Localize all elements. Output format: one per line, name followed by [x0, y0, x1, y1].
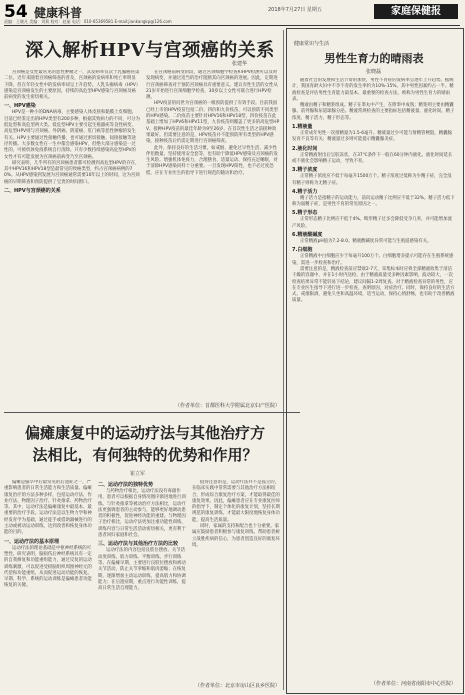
- article2-subhead: 一、运动疗法的基本原理: [4, 538, 60, 545]
- article2-subhead: 三、运动疗法与其他治疗方法的比较: [98, 541, 179, 548]
- article1-title: 深入解析HPV与宫颈癌的关系: [25, 40, 275, 61]
- article2-paragraph: 偏瘫是脑卒中后最常见的后遗症之一，严重影响患者的日常生活能力和生活质量。偏瘫康复治疗的方法多种多样，包括运动疗法、作业疗法、物理因子治疗、针灸推拿、药物治疗等。其中，运动疗法是偏瘫康复中最基本、最重要的治疗手段。运动疗法是以生物力学和神经发育学为基础，通过徒手或借助器械进行的主动或被动运动训练，达到改善和恢复身体功能的目的。: [4, 480, 92, 536]
- article3-subhead: 5.精子形态: [292, 210, 318, 217]
- article2-subhead: 二、运动疗法的独特优势: [98, 482, 154, 488]
- article3-paragraph: 正常形态精子比例应不低于4%。畸形精子过多会降低受孕几率，并可能增加流产风险。: [292, 217, 452, 229]
- article1-column-2: [146, 70, 280, 400]
- article2-column-1: [4, 480, 94, 685]
- article3-subhead: 2.液化时间: [292, 145, 318, 152]
- article2-column-2: [98, 480, 188, 685]
- article3-subhead: 4.精子活力: [292, 188, 318, 195]
- article3-paragraph: 正常精液pH值为7.2-8.0。精液酸碱度异常可能与生殖道感染有关。: [300, 239, 432, 245]
- article3-paragraph: 正常精液射出后呈胶冻状，在37℃条件下一般在60分钟内液化。液化时间延长或不液化会影响精子运动，导致不育。: [292, 152, 453, 164]
- article1-paragraph: 研究表明，几乎所有的宫颈癌患者都可检测到高危型HPV的存在，其中HPV16和HPV18型是最常见的致癌类型，约占宫颈癌病例的70%。从HPV感染到发展为宫颈癌通常需要10年以上的时间，这为宫颈癌的早期筛查和预防提供了宝贵的时间窗口。: [4, 160, 140, 185]
- editor-line: 责编：王晓凡 美编：刘莉 校对：赵丽 电话：010-65369581 E-mail:jiankangkp@126.com: [4, 19, 172, 24]
- article1-paragraph: 在宫颈癌前病变阶段，通过宫颈细胞学检查和HPV检测可以及时发现病变，并通过适当的治疗阻断其向宫颈癌的进展。因此，定期进行宫颈癌筛查对于预防宫颈癌具有重要意义。建议有性生活的女性从21岁开始进行宫颈细胞学检查，30岁以上女性可联合进行HPV检测。: [146, 70, 278, 101]
- article2-paragraph: 值得注意的是，运动疗法并不是孤立的，在临床实践中常常需要与其他治疗方法相结合，形成综合康复治疗方案，才能取得最佳的康复效果。因此，偏瘫患者应在专业康复医师的指导下，制定个体化的康复计划，坚持长期规范的康复训练，才能最大限度地恢复身体功能，提高生活质量。: [192, 480, 280, 523]
- article3-subhead: 1.精液量: [292, 124, 313, 131]
- article3-label: 健康常识与生活: [294, 41, 330, 47]
- article3-paragraph: 精液由精子和精浆组成。精子在睾丸中产生，在附睾中成熟；精浆则主要由精囊腺、前列腺和尿道球腺分泌。精液常规检查的主要指标包括精液量、液化时间、精子浓度、精子活力、精子形态等。: [292, 103, 455, 121]
- article3-subhead: 3.精子浓度: [292, 167, 318, 174]
- page-header: [0, 0, 465, 26]
- article2-paragraph: 与药物治疗相比，运动疗法没有毒副作用，患者可以根据自身情况循序渐进地进行训练。与针灸推拿等被动治疗方法相比，运动疗法更强调患者的主动参与，能够更好地调动患者的积极性，促进神经功能的重建。与物理因子治疗相比，运动疗法更加注重功能性训练，训练内容与日常生活活动密切相关，更有利于患者回归家庭和社会。: [98, 489, 186, 539]
- article2-paragraph: 运动疗法的理论基础是中枢神经系统的可塑性。研究表明，脑损伤后神经系统具有一定的自我修复和功能重组能力，通过反复的运动训练刺激，可以促进受损脑组织周围神经元的代偿和功能重组，从而促进运动功能的恢复。早期、科学、系统的运动训练是偏瘫患者功能恢复的关键。: [4, 545, 92, 589]
- article3-paragraph: 随着社会的发展和生活节奏的加快，男性不育症的发病率呈逐年上升趋势。据统计，我国育龄夫妇中不孕不育的发生率约为10%-15%，其中男性因素约占一半。精液检查是评估男性生育能力最基本、最重要的检查方法，被称为男性生育力的晴雨表。: [292, 78, 454, 102]
- article2-title: [0, 422, 290, 466]
- article3-subhead: 7.白细胞: [292, 247, 313, 254]
- article3-body: [292, 78, 456, 678]
- article3-paragraph: 需要注意的是，精液检查前应禁欲2-7天，采集标本时应将全部精液收集于清洁干燥的容器中，并在1小时内送检。由于精液质量受多种因素影响，波动较大，一次检查结果异常不能轻易下结论，建议间隔1-2周复查。对于精液检查异常的男性，应在专业医生指导下进行进一步检查，查明原因，对症治疗。同时，保持良好的生活方式，戒烟限酒，避免久坐和高温环境，适当运动，保持心情舒畅，也有助于改善精液质量。: [292, 266, 455, 304]
- article3-paragraph: 正常精子浓度应不低于每毫升1500万个。精子浓度过低称为少精子症，完全没有精子则称为无精子症。: [292, 174, 452, 186]
- article1-paragraph: HPV疫苗的问世为宫颈癌的一级预防提供了有效手段。目前我国已经上市的HPV疫苗包括二价、四价和九价疫苗，可以预防不同类型的HPV感染。二价疫苗主要针对HPV16和HPV18型，四价疫苗在此基础上增加了HPV6和HPV11型，九价疫苗则覆盖了更多的高危型HPV。接种HPV疫苗的最佳年龄为9至26岁，在首次性生活之前接种效果最好。但需要注意的是，HPV疫苗并不能预防所有类型的HPV感染，接种疫苗后仍需定期进行宫颈癌筛查。: [146, 101, 280, 145]
- article2-byline: 崔立军: [130, 471, 146, 477]
- article1-subhead: 二、HPV与宫颈癌的关系: [4, 188, 61, 195]
- article1-paragraph: 此外，保持良好的生活习惯，如戒烟、避免过早性生活、减少性伴侣数量、坚持使用安全套等，也有助于降低HPV感染及宫颈癌的发生风险。增强机体免疫力，合理膳食、适量运动、保持充足睡眠，对于清除HPV感染同样十分重要。一旦发现HPV阳性，也不必过度恐慌，应在专业医生的指导下进行规范的随访和治疗。: [146, 145, 278, 176]
- article2-title-line2: 法相比，有何独特的优势和作用？: [32, 446, 258, 464]
- article1-subhead: 一、HPV感染: [4, 103, 36, 110]
- article2-source: （作者单位：北京市房山区良乡医院）: [194, 683, 280, 689]
- page-number: 54: [4, 2, 28, 22]
- article2-column-3: [192, 480, 280, 678]
- article1-paragraph: HPV是一种小的DNA病毒，主要感染人体皮肤和黏膜上皮细胞。目前已经鉴定出的HPV类型有200多种，根据其致病力的不同，可分为低危型和高危型两大类。低危型HPV主要引起生殖器疣等良性病变，高危型HPV则与宫颈癌、外阴癌、阴道癌、肛门癌等恶性肿瘤的发生有关。HPV主要通过性接触传播，也可通过密切接触、间接接触等途径传播。大多数女性在一生中都会感染HPV，但绝大部分感染是一过性的，可被机体免疫系统自行清除。只有少数持续感染高危型HPV的女性才有可能发展为宫颈癌前病变乃至宫颈癌。: [4, 110, 140, 160]
- article-separator: [4, 412, 300, 413]
- article3-paragraph: 精子活力是指精子的运动能力，前向运动精子比例应不低于32%。精子活力低下称为弱精子症，是男性不育的常见原因之一。: [292, 195, 455, 208]
- article1-source: （作者单位：首都医科大学附属北京妇产医院）: [174, 403, 280, 409]
- section-title: 健康科普: [34, 6, 83, 20]
- article3-paragraph: 正常精液中白细胞应少于每毫升100万个。白细胞增多提示可能存在生殖系统感染，需进一步检查和治疗。: [292, 254, 454, 266]
- article3-subhead: 6.精液酸碱度: [292, 232, 323, 239]
- article3-title: 男性生育力的晴雨表: [324, 52, 424, 65]
- article3-byline: 张晓磊: [366, 69, 382, 75]
- article3-paragraph: 正常成年男性一次排精量为1.5-6毫升。精液量过少可能与射精管梗阻、精囊腺发育不良等有关；精液量过多则可能提示精囊腺炎症。: [292, 131, 452, 143]
- article3-source: （作者单位：河南省南阳市中心医院）: [370, 681, 456, 687]
- article1-paragraph: 宫颈癌是女性最常见的恶性肿瘤之一，其发病率仅次于乳腺癌居第二位。近年来随着宫颈癌筛查的普及，宫颈癌的发病率和死亡率明显下降，但在年轻女性中的发病率却呈上升趋势。人乳头瘤病毒（HPV）感染是宫颈癌发生的主要原因，持续的高危型HPV感染与宫颈癌及癌前病变的发生密切相关。: [4, 70, 140, 101]
- article2-paragraph: 运动疗法的内容包括良肢位摆放、关节活动度训练、肌力训练、平衡训练、步行训练等。在偏瘫早期，主要进行良肢位摆放和被动关节活动，防止关节挛缩和肌肉萎缩；在恢复期，逐渐增加主动运动训练，提高肌力和协调能力；在后遗症期，重点进行功能性训练，提高日常生活自理能力。: [98, 548, 186, 592]
- article1-byline: 张建华: [232, 61, 248, 67]
- header-rule: [4, 25, 460, 26]
- issue-date: 2018年7月27日 星期五: [268, 7, 322, 13]
- article2-title-line1: 偏瘫康复中的运动疗法与其他治疗方: [24, 424, 265, 442]
- column-divider: [283, 30, 284, 690]
- article1-column-1: [4, 70, 140, 400]
- article2-paragraph: 同时，家属的支持和配合也十分重要。家属应鼓励患者积极参与康复训练，帮助患者树立战胜疾病的信心，为患者创造良好的康复环境。: [192, 524, 280, 548]
- newspaper-brand: 家庭保健报: [374, 4, 458, 19]
